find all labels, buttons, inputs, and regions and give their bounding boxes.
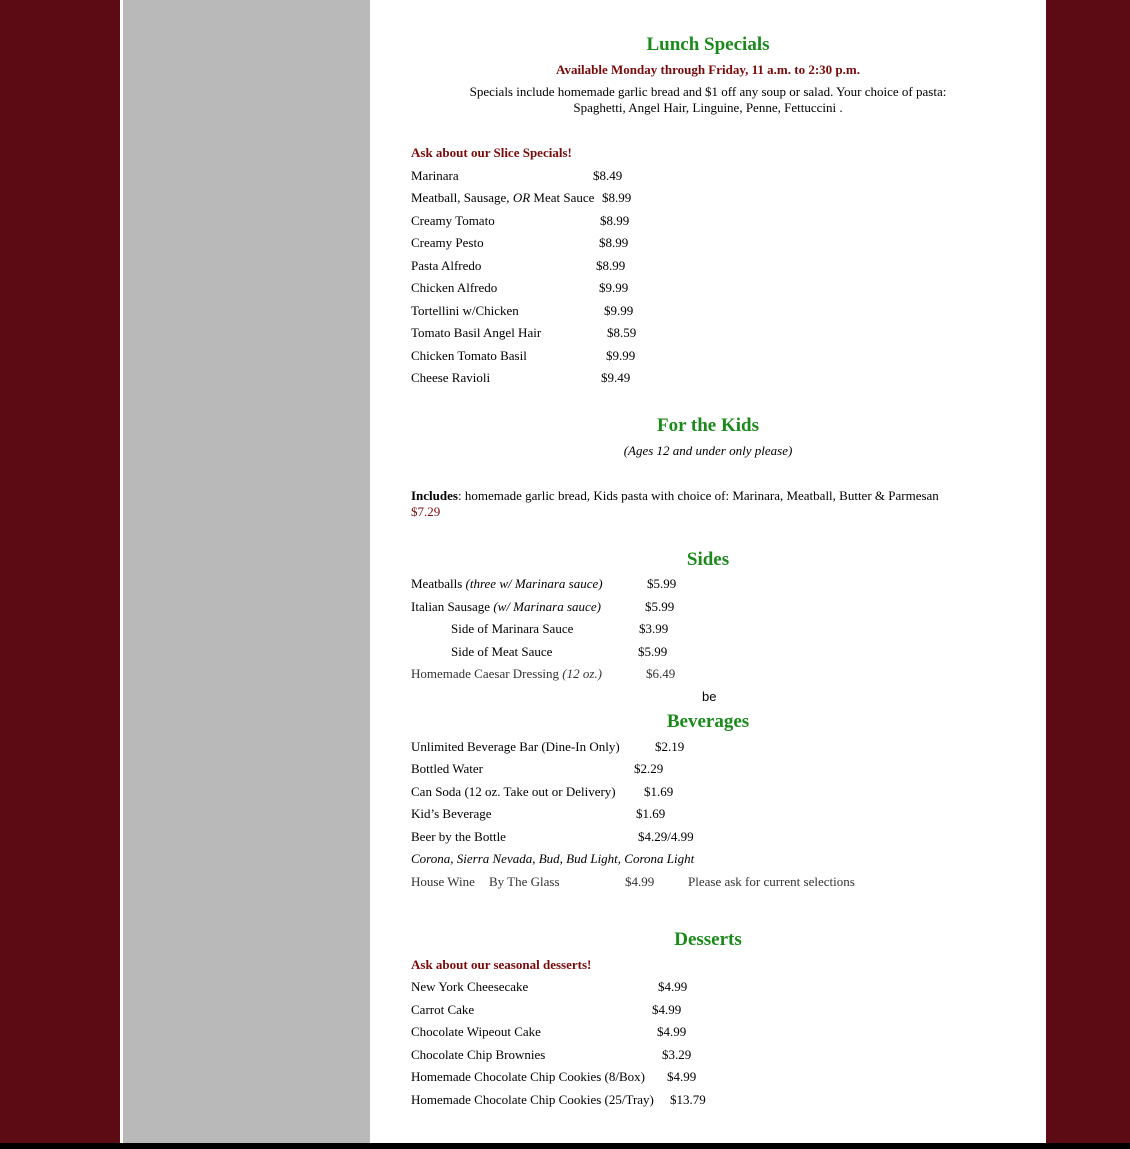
menu-item-name: Chicken Alfredo [411, 280, 498, 295]
kids-heading: For the Kids [656, 415, 760, 436]
menu-item-name: Homemade Caesar Dressing (12 oz.) [411, 666, 602, 681]
house-wine-price: $4.99 [625, 874, 655, 889]
lunch-availability: Available Monday through Friday, 11 a.m. to 2:30 p.m. [556, 62, 860, 77]
menu-item-name: Tortellini w/Chicken [411, 303, 519, 318]
menu-item-price: $2.19 [655, 739, 685, 754]
menu-item-price: $4.99 [652, 1002, 682, 1017]
menu-item-name: New York Cheesecake [411, 979, 529, 994]
menu-item-price: $9.99 [599, 280, 629, 295]
desserts-heading: Desserts [674, 929, 742, 950]
menu-item-name: Chicken Tomato Basil [411, 348, 527, 363]
house-wine-note: Please ask for current selections [688, 874, 855, 889]
menu-item-price: $13.79 [670, 1092, 706, 1107]
menu-item-name: Can Soda (12 oz. Take out or Delivery) [411, 784, 616, 799]
menu-item-price: $3.99 [639, 621, 669, 636]
beverages-heading: Beverages [666, 711, 750, 732]
menu-item-name: Side of Marinara Sauce [451, 621, 574, 636]
menu-item-price: $8.99 [602, 190, 632, 205]
seasonal-desserts-note: Ask about our seasonal desserts! [411, 957, 592, 972]
lunch-description-line1: Specials include homemade garlic bread and $1 off any soup or salad. Your choice of pasta: [469, 84, 947, 99]
menu-item-name: Beer by the Bottle [411, 829, 506, 844]
sides-heading: Sides [686, 549, 730, 570]
menu-item-price: $4.99 [657, 1024, 687, 1039]
menu-item-price: $6.49 [646, 666, 676, 681]
menu-item-price: $5.99 [647, 576, 677, 591]
menu-item-price: $4.99 [658, 979, 688, 994]
menu-item-name: Homemade Chocolate Chip Cookies (8/Box) [411, 1069, 645, 1084]
menu-item-price: $9.99 [604, 303, 634, 318]
menu-item-name: Chocolate Wipeout Cake [411, 1024, 541, 1039]
lunch-description-line2: Spaghetti, Angel Hair, Linguine, Penne, Fettuccini . [573, 100, 843, 115]
menu-item-name: Cheese Ravioli [411, 370, 491, 385]
menu-item-name: Pasta Alfredo [411, 258, 482, 273]
kids-ages-note: (Ages 12 and under only please) [623, 443, 793, 458]
menu-item-price: $8.99 [600, 213, 630, 228]
menu-item-name: Creamy Pesto [411, 235, 484, 250]
menu-item-name: Carrot Cake [411, 1002, 475, 1017]
menu-item-price: $5.99 [638, 644, 668, 659]
menu-item-price: $3.29 [662, 1047, 692, 1062]
kids-includes: Includes: homemade garlic bread, Kids pasta with choice of: Marinara, Meatball, Butter & Parmesan [411, 488, 939, 503]
menu-item-name: Marinara [411, 168, 459, 183]
menu-item-name: Meatball, Sausage, OR Meat Sauce [411, 190, 595, 205]
menu-item-price: $8.99 [599, 235, 629, 250]
menu-item-name: Tomato Basil Angel Hair [411, 325, 542, 340]
menu-item-name: Unlimited Beverage Bar (Dine-In Only) [411, 739, 620, 754]
menu-item-name: Kid’s Beverage [411, 806, 492, 821]
menu-item-price: $1.69 [636, 806, 666, 821]
menu-item-name: Italian Sausage (w/ Marinara sauce) [411, 599, 601, 614]
beer-brands: Corona, Sierra Nevada, Bud, Bud Light, Corona Light [411, 851, 695, 866]
menu-item-price: $8.59 [607, 325, 637, 340]
menu-item-price: $5.99 [645, 599, 675, 614]
lunch-specials-heading: Lunch Specials [646, 34, 770, 55]
menu-item-name: Bottled Water [411, 761, 484, 776]
menu-item-price: $4.29/4.99 [638, 829, 694, 844]
slice-specials-note: Ask about our Slice Specials! [411, 145, 572, 160]
menu-item-name: Meatballs (three w/ Marinara sauce) [411, 576, 603, 591]
kids-price: $7.29 [411, 504, 441, 519]
menu-item-price: $8.49 [593, 168, 623, 183]
left-sidebar [123, 0, 370, 1143]
menu-item-price: $9.99 [606, 348, 636, 363]
bottom-bar [0, 1143, 1130, 1149]
menu-item-price: $2.29 [634, 761, 664, 776]
house-wine-label: House Wine [411, 874, 475, 889]
menu-item-price: $8.99 [596, 258, 626, 273]
menu-content [370, 0, 1046, 1143]
menu-item-name: Side of Meat Sauce [451, 644, 553, 659]
menu-item-price: $1.69 [644, 784, 674, 799]
menu-item-price: $9.49 [601, 370, 631, 385]
menu-item-name: Creamy Tomato [411, 213, 495, 228]
house-wine-glass: By The Glass [489, 874, 560, 889]
stray-text: be [702, 689, 717, 704]
menu-item-name: Chocolate Chip Brownies [411, 1047, 546, 1062]
menu-item-price: $4.99 [667, 1069, 697, 1084]
menu-item-name: Homemade Chocolate Chip Cookies (25/Tray) [411, 1092, 654, 1107]
